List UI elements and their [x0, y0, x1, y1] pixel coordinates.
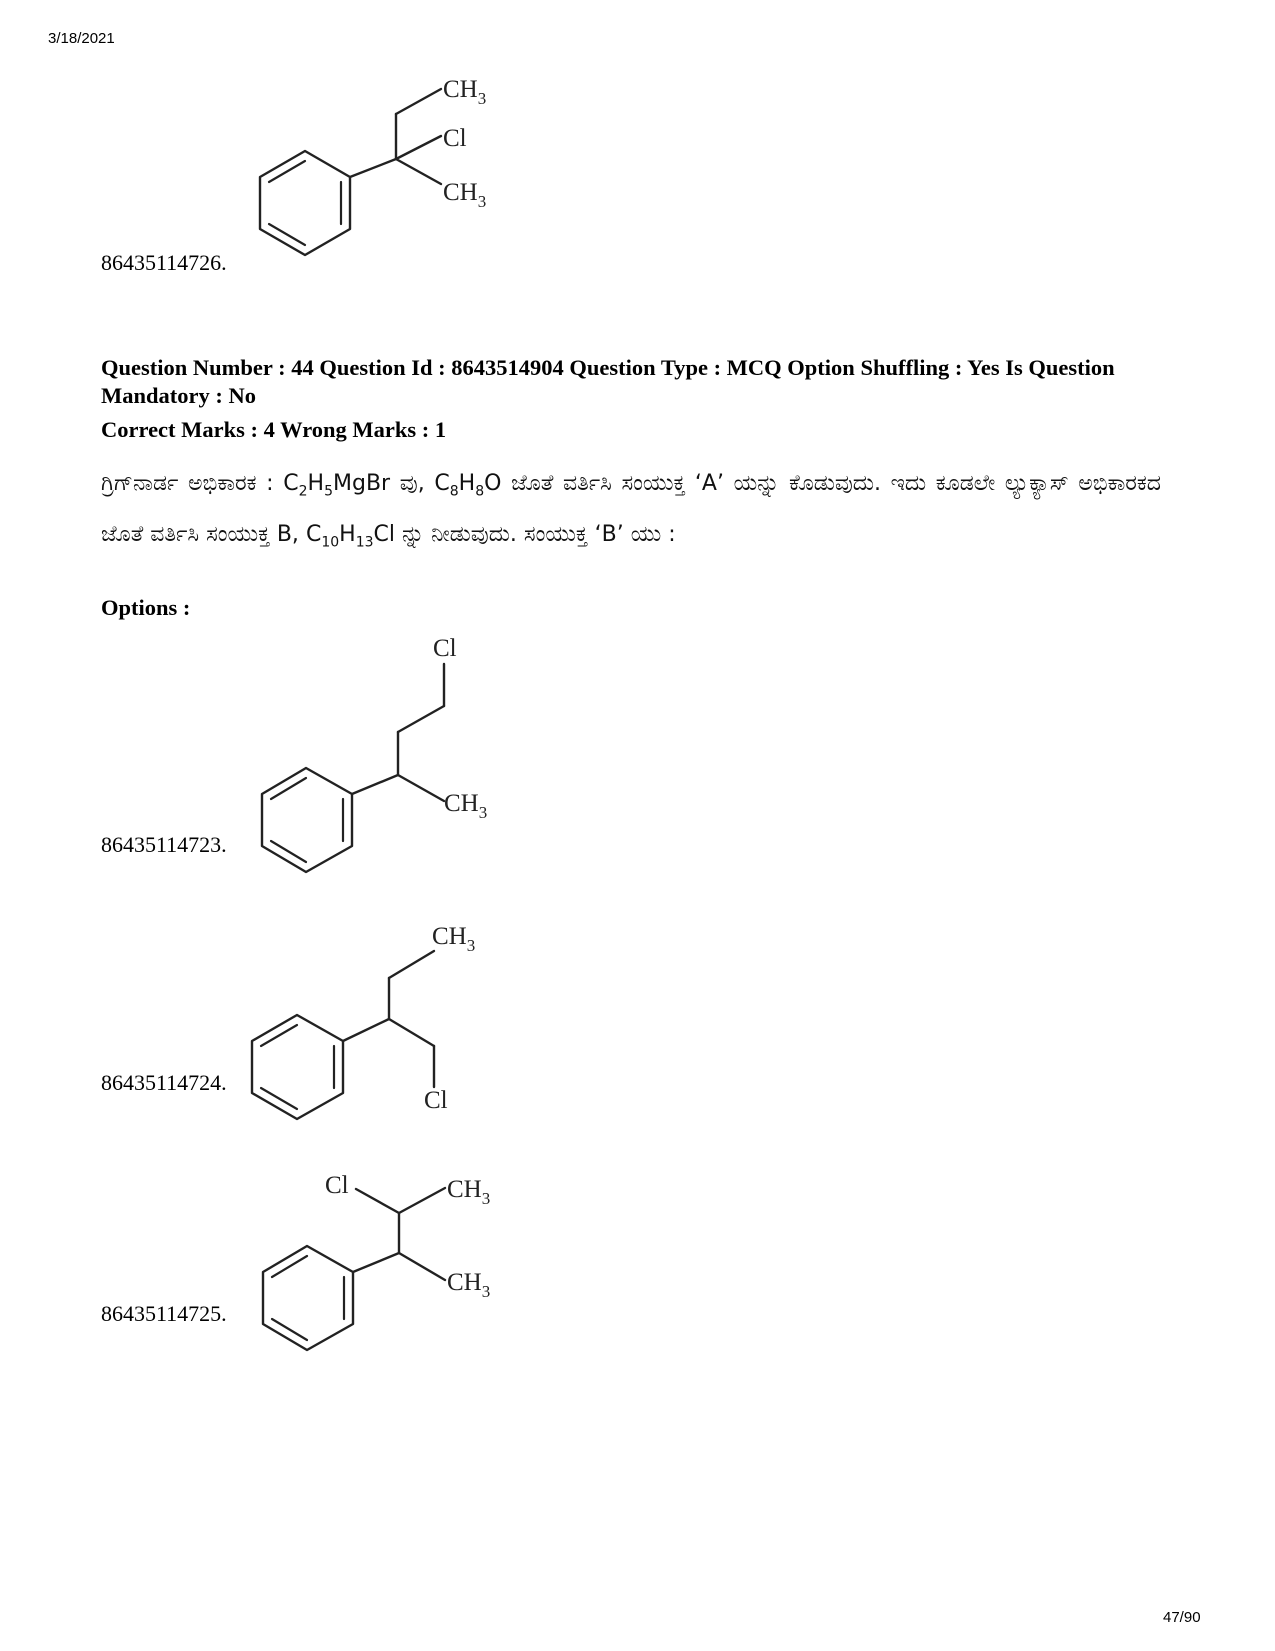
structure-prev-option	[260, 76, 486, 255]
label-cl: Cl	[443, 125, 467, 152]
option-id: 86435114723.	[101, 832, 227, 857]
label-ch3: $CH_3$	[447, 1269, 491, 1301]
structure-option-1	[262, 635, 487, 872]
formula-product: B, $C_{10}H_{13}Cl$	[276, 522, 395, 551]
label-ch3: $CH_3$	[447, 1176, 491, 1208]
formula-reactant: $C_8H_8O$	[434, 471, 502, 500]
formula-grignard: $C_2H_5MgBr$	[283, 471, 391, 500]
label-cl: Cl	[424, 1087, 448, 1114]
question-text: ಗ್ರಿಗ್‌ನಾರ್ಡ ಅಭಿಕಾರಕ : $C_2H_5MgBr$ ವು, $C_8H_8O$ ಜೊತೆ ವರ್ತಿಸಿ ಸಂಯುಕ್ತ ‘A’ ಯನ್ನು ಕೊಡುವುದು. ಇದು ಕೂಡಲೇ ಲ್ಯುಕ್ಯಾಸ್ ಅಭಿಕಾರಕದ ಜೊತೆ ವರ್ತಿಸಿ ಸಂಯುಕ್ತ B, $C_{10}H_{13}Cl$ ನ್ನು ನೀಡುವುದು. ಸಂಯುಕ್ತ ‘B’ ಯು :	[101, 471, 1161, 551]
label-cl: Cl	[325, 1172, 349, 1199]
structure-option-2	[252, 923, 475, 1119]
label-ch3: $CH_3$	[443, 179, 487, 211]
page-date: 3/18/2021	[48, 30, 115, 47]
label-ch3: $CH_3$	[444, 790, 488, 822]
page-number: 47/90	[1163, 1609, 1201, 1626]
question-marks: Correct Marks : 4 Wrong Marks : 1	[101, 417, 447, 442]
option-id: 86435114725.	[101, 1301, 227, 1326]
label-cl: Cl	[433, 635, 457, 662]
label-ch3: $CH_3$	[443, 76, 487, 108]
prev-option-id: 86435114726.	[101, 250, 227, 275]
question-heading: Question Number : 44 Question Id : 8643514904 Question Type : MCQ Option Shuffling : Yes Is Question Mandatory : No	[101, 355, 1115, 408]
structure-option-3	[263, 1172, 490, 1350]
label-ch3: $CH_3$	[432, 923, 476, 955]
option-id: 86435114724.	[101, 1070, 227, 1095]
options-label: Options :	[101, 595, 191, 620]
